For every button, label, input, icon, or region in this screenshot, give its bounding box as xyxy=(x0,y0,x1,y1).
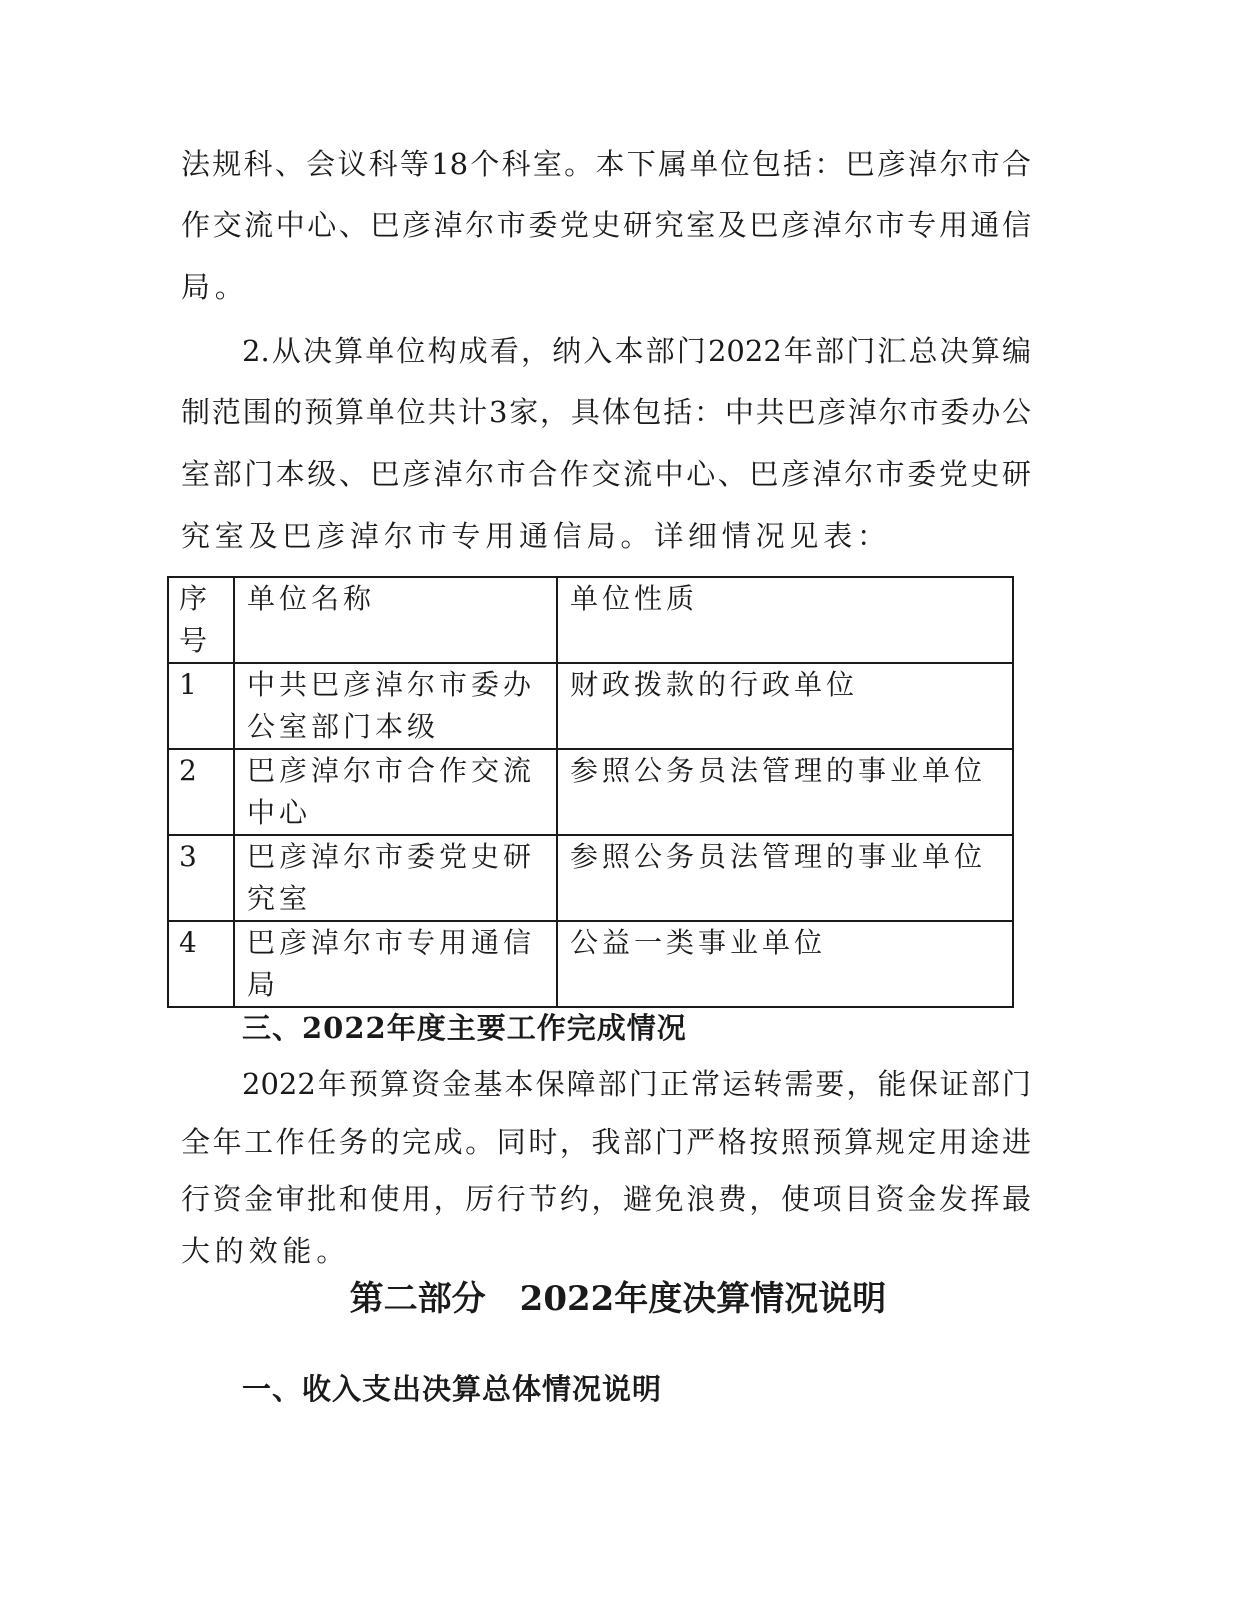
part2-heading: 第二部分 2022年度决算情况说明 xyxy=(349,1279,887,1319)
paragraph2-line: 2.从决算单位构成看，纳入本部门2022年部门汇总决算编 xyxy=(242,334,1031,368)
row-name: 巴彦淖尔市专用通信局 xyxy=(234,921,557,1007)
section3-line: 大的效能。 xyxy=(181,1234,351,1268)
paragraph1-line: 作交流中心、巴彦淖尔市委党史研究室及巴彦淖尔市专用通信 xyxy=(181,208,1031,242)
header-nature: 单位性质 xyxy=(557,577,1013,663)
table-row xyxy=(168,749,1013,835)
table-row xyxy=(168,835,1013,921)
paragraph2-line: 室部门本级、巴彦淖尔市合作交流中心、巴彦淖尔市委党史研 xyxy=(181,457,1031,491)
paragraph1-line: 局。 xyxy=(181,270,249,304)
row-nature: 参照公务员法管理的事业单位 xyxy=(557,749,1013,835)
row-nature: 财政拨款的行政单位 xyxy=(557,663,1013,749)
row-seq: 3 xyxy=(168,835,234,921)
paragraph2-line: 制范围的预算单位共计3家，具体包括：中共巴彦淖尔市委办公 xyxy=(181,395,1031,429)
section3-line: 行资金审批和使用，厉行节约，避免浪费，使项目资金发挥最 xyxy=(181,1182,1031,1216)
row-name: 中共巴彦淖尔市委办公室部门本级 xyxy=(234,663,557,749)
row-nature: 参照公务员法管理的事业单位 xyxy=(557,835,1013,921)
section3-line: 全年工作任务的完成。同时，我部门严格按照预算规定用途进 xyxy=(181,1125,1031,1159)
section3-heading: 三、2022年度主要工作完成情况 xyxy=(242,1011,687,1045)
header-seq: 序号 xyxy=(168,577,234,663)
units-table xyxy=(167,576,1014,1008)
header-name: 单位名称 xyxy=(234,577,557,663)
row-nature: 公益一类事业单位 xyxy=(557,921,1013,1007)
row-seq: 4 xyxy=(168,921,234,1007)
table-row xyxy=(168,921,1013,1007)
row-seq: 1 xyxy=(168,663,234,749)
row-name: 巴彦淖尔市委党史研究室 xyxy=(234,835,557,921)
part2-subheading: 一、收入支出决算总体情况说明 xyxy=(242,1372,663,1406)
row-seq: 2 xyxy=(168,749,234,835)
table-header-row xyxy=(168,577,1013,663)
paragraph1-line: 法规科、会议科等18个科室。本下属单位包括：巴彦淖尔市合 xyxy=(181,147,1031,181)
section3-line: 2022年预算资金基本保障部门正常运转需要，能保证部门 xyxy=(242,1067,1031,1101)
table-row xyxy=(168,663,1013,749)
paragraph2-line: 究室及巴彦淖尔市专用通信局。详细情况见表： xyxy=(181,519,891,553)
row-name: 巴彦淖尔市合作交流中心 xyxy=(234,749,557,835)
